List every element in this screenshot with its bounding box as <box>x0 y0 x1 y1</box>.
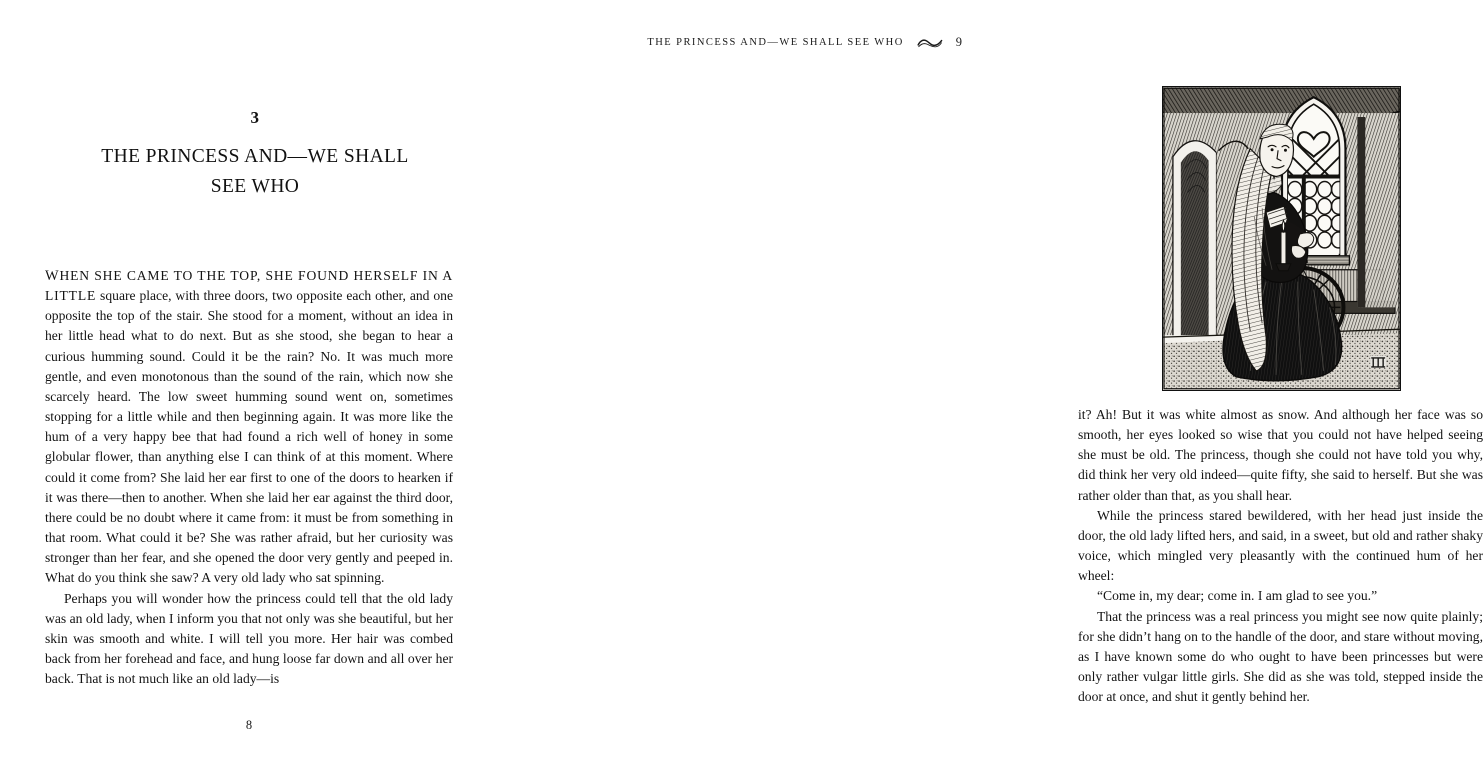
paragraph-recto-4: That the princess was a real princess you might see now quite plainly; for she didn’t hang on to the handle of the door, and stare without moving, as I have known some do who ought to have been princesses but were only rather vulgar little girls. She did as she was told, stepped inside the door at once, and shut it gently behind her. <box>1078 608 1483 705</box>
opening-lead-letter: W <box>45 268 60 284</box>
illustration-old-lady-spinning <box>1162 86 1401 391</box>
chapter-title-line-2: SEE WHO <box>210 176 300 197</box>
chapter-number: 3 <box>250 108 260 127</box>
chapter-title-line-1: THE PRINCESS AND—WE SHALL <box>101 146 409 167</box>
running-header-title: THE PRINCESS AND—WE SHALL SEE WHO <box>647 36 904 48</box>
opening-small-caps-text: HEN SHE CAME TO THE TOP, SHE FOUND HERSELF IN A LITTLE <box>45 268 453 304</box>
recto-page <box>510 0 1483 777</box>
chapter-title <box>76 142 434 202</box>
paragraph-recto-1: it? Ah! But it was white almost as snow. And although her face was so smooth, her eyes looked so wise that you could not have helped seeing she must be old. The princess, though she could not have told you why, did think her very old indeed—quite fifty, she said to herself. But she was rather older than that, as you shall hear. <box>1078 407 1483 503</box>
paragraph-recto-3: “Come in, my dear; come in. I am glad to see you.” <box>1097 588 1378 604</box>
verso-text-column <box>45 266 453 689</box>
running-header <box>568 33 962 51</box>
paragraph-opening <box>45 266 453 589</box>
recto-text-column <box>1078 405 1483 707</box>
recto-folio: 9 <box>955 34 962 49</box>
swash-ornament-icon <box>917 37 943 49</box>
paragraph-verso-2: Perhaps you will wonder how the princess could tell that the old lady was an old lady, when I inform you that not only was she beautiful, but her skin was smooth and white. I will tell you more. Her hair was combed back from her forehead and face, and hung loose far down and all over her back. That is not much like an old lady—is <box>45 590 453 687</box>
verso-page <box>0 0 510 777</box>
opening-paragraph-body: square place, with three doors, two opposite each other, and one opposite the top of the stair. She stood for a moment, without an idea in her little head what to do next. But as she stood, she began to hear a curious humming sound. Could it be the rain? No. It was much more gentle, and even monotonous than the sound of the rain, which now she scarcely heard. The low sweet humming sound went on, sometimes stopping for a little while and then beginning again. It was more like the hum of a very happy bee that had found a rich well of honey in some globular flower, than anything else I can think of at this moment. Where could it come from? She laid her ear first to one of the doors to hearken if it was there—then to another. When she laid her ear against the third door, there could be no doubt where it came from: it must be from something in that room. What could it be? She was rather afraid, but her curiosity was stronger than her fear, and she opened the door very gently and peeped in. What do you think she saw? A very old lady who sat spinning. <box>45 288 453 586</box>
verso-folio: 8 <box>245 718 253 732</box>
paragraph-recto-2: While the princess stared bewildered, with her head just inside the door, the old lady lifted hers, and said, in a sweet, but old and rather shaky voice, which mingled very pleasantly with the continued hum of her wheel: <box>1078 507 1483 584</box>
